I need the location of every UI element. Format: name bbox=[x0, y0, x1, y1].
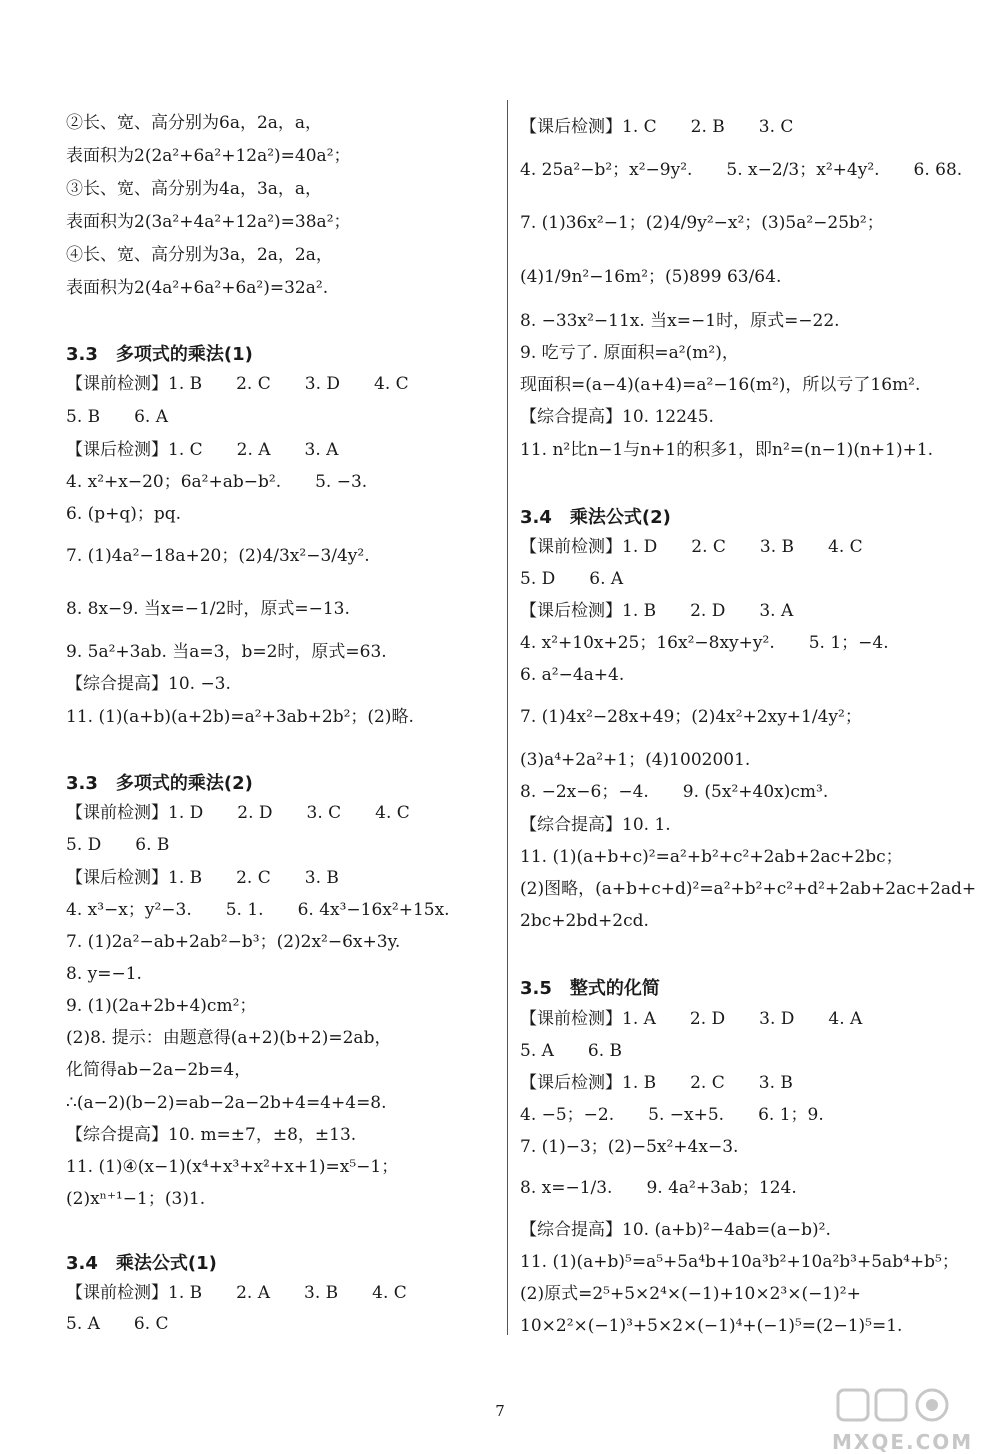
answer-line: 【课后检测】1. B 2. C 3. B bbox=[520, 1073, 793, 1093]
answer-line: 11. n²比n−1与n+1的积多1，即n²=(n−1)(n+1)+1. bbox=[520, 440, 934, 460]
answer-line: 【综合提高】10. (a+b)²−4ab=(a−b)². bbox=[520, 1220, 831, 1240]
answer-line: 【课后检测】1. C 2. A 3. A bbox=[66, 440, 339, 460]
watermark-logo-icon bbox=[832, 1386, 982, 1426]
answer-line: 6. a²−4a+4. bbox=[520, 665, 625, 685]
answer-line: 8. x=−1/3. 9. 4a²+3ab；124. bbox=[520, 1178, 797, 1198]
column-divider bbox=[507, 100, 508, 1335]
answer-line: ∴(a−2)(b−2)=ab−2a−2b+4=4+4=8. bbox=[66, 1093, 387, 1113]
answer-line: 8. −2x−6；−4. 9. (5x²+40x)cm³. bbox=[520, 782, 829, 802]
answer-line: 5. B 6. A bbox=[66, 407, 169, 427]
answer-line: 4. x³−x；y²−3. 5. 1. 6. 4x³−16x²+15x. bbox=[66, 900, 450, 920]
answer-line: 10×2²×(−1)³+5×2×(−1)⁴+(−1)⁵=(2−1)⁵=1. bbox=[520, 1316, 903, 1336]
answer-line: 11. (1)(a+b)(a+2b)=a²+3ab+2b²；(2)略. bbox=[66, 707, 414, 727]
answer-line: 表面积为2(3a²+4a²+12a²)=38a²； bbox=[66, 212, 351, 232]
section-title: 3.4 乘法公式(1) bbox=[66, 1253, 217, 1274]
answer-line: 【课后检测】1. B 2. D 3. A bbox=[520, 601, 794, 621]
answer-line: 5. A 6. C bbox=[66, 1314, 169, 1334]
answer-line: 7. (1)4x²−28x+49；(2)4x²+2xy+1/4y²； bbox=[520, 707, 862, 727]
section-title: 3.3 多项式的乘法(2) bbox=[66, 773, 253, 794]
answer-line: 11. (1)④(x−1)(x⁴+x³+x²+x+1)=x⁵−1； bbox=[66, 1157, 399, 1177]
answer-line: 11. (1)(a+b)⁵=a⁵+5a⁴b+10a³b²+10a²b³+5ab⁴+b⁵； bbox=[520, 1252, 959, 1272]
answer-line: 8. −33x²−11x. 当x=−1时，原式=−22. bbox=[520, 311, 840, 331]
answer-line: 9. (1)(2a+2b+4)cm²； bbox=[66, 996, 257, 1016]
answer-line: (2)原式=2⁵+5×2⁴×(−1)+10×2³×(−1)²+ bbox=[520, 1284, 861, 1304]
answer-line: 【综合提高】10. 1. bbox=[520, 815, 671, 835]
answer-line: 化简得ab−2a−2b=4， bbox=[66, 1060, 252, 1080]
answer-line: 9. 5a²+3ab. 当a=3，b=2时，原式=63. bbox=[66, 642, 387, 662]
answer-line: 【综合提高】10. 12245. bbox=[520, 407, 714, 427]
answer-line: 5. D 6. A bbox=[520, 569, 624, 589]
section-title: 3.4 乘法公式(2) bbox=[520, 507, 671, 528]
answer-line: 7. (1)2a²−ab+2ab²−b³；(2)2x²−6x+3y. bbox=[66, 932, 401, 952]
answer-line: 4. x²+10x+25；16x²−8xy+y². 5. 1；−4. bbox=[520, 633, 889, 653]
answer-line: 9. 吃亏了. 原面积=a²(m²)， bbox=[520, 343, 739, 363]
answer-line: 【课前检测】1. B 2. A 3. B 4. C bbox=[66, 1283, 407, 1303]
section-title: 3.5 整式的化简 bbox=[520, 978, 660, 999]
answer-line: 【课后检测】1. B 2. C 3. B bbox=[66, 868, 339, 888]
watermark-logo bbox=[832, 1386, 982, 1454]
answer-line: (2)图略，(a+b+c+d)²=a²+b²+c²+d²+2ab+2ac+2ad+ bbox=[520, 879, 977, 899]
answer-line: 4. 25a²−b²；x²−9y². 5. x−2/3；x²+4y². 6. 68. bbox=[520, 160, 963, 180]
answer-line: 现面积=(a−4)(a+4)=a²−16(m²)，所以亏了16m². bbox=[520, 375, 921, 395]
section-title: 3.3 多项式的乘法(1) bbox=[66, 344, 253, 365]
answer-line: 【课前检测】1. D 2. C 3. B 4. C bbox=[520, 537, 863, 557]
answer-line: 4. x²+x−20；6a²+ab−b². 5. −3. bbox=[66, 472, 368, 492]
answer-line: 11. (1)(a+b+c)²=a²+b²+c²+2ab+2ac+2bc； bbox=[520, 847, 903, 867]
answer-line: 【课前检测】1. D 2. D 3. C 4. C bbox=[66, 803, 410, 823]
answer-line: (4)1/9n²−16m²；(5)899 63/64. bbox=[520, 267, 782, 287]
answer-line: (2)8. 提示：由题意得(a+2)(b+2)=2ab， bbox=[66, 1028, 392, 1048]
watermark-text: MXQE.COM bbox=[832, 1430, 974, 1454]
answer-line: (3)a⁴+2a²+1；(4)1002001. bbox=[520, 750, 751, 770]
answer-line: ③长、宽、高分别为4a，3a，a， bbox=[66, 179, 323, 199]
answer-line: 5. D 6. B bbox=[66, 835, 170, 855]
answer-line: 7. (1)36x²−1；(2)4/9y²−x²；(3)5a²−25b²； bbox=[520, 213, 884, 233]
answer-line: 【课后检测】1. C 2. B 3. C bbox=[520, 117, 794, 137]
answer-line: ④长、宽、高分别为3a，2a，2a， bbox=[66, 245, 333, 265]
answer-line: ②长、宽、高分别为6a，2a，a， bbox=[66, 113, 323, 133]
answer-line: 2bc+2bd+2cd. bbox=[520, 911, 649, 931]
answer-line: 【综合提高】10. m=±7，±8，±13. bbox=[66, 1125, 357, 1145]
answer-line: 7. (1)4a²−18a+20；(2)4/3x²−3/4y². bbox=[66, 546, 370, 566]
page-number: 7 bbox=[495, 1402, 505, 1420]
answer-line: 7. (1)−3；(2)−5x²+4x−3. bbox=[520, 1137, 739, 1157]
answer-line: 【课前检测】1. B 2. C 3. D 4. C bbox=[66, 374, 409, 394]
answer-line: (2)xⁿ⁺¹−1；(3)1. bbox=[66, 1189, 206, 1209]
answer-line: 8. y=−1. bbox=[66, 964, 142, 984]
answer-line: 表面积为2(4a²+6a²+6a²)=32a². bbox=[66, 278, 329, 298]
answer-line: 【综合提高】10. −3. bbox=[66, 674, 231, 694]
answer-line: 表面积为2(2a²+6a²+12a²)=40a²； bbox=[66, 146, 351, 166]
answer-line: 6. (p+q)；pq. bbox=[66, 504, 182, 524]
answer-line: 5. A 6. B bbox=[520, 1041, 623, 1061]
answer-line: 【课前检测】1. A 2. D 3. D 4. A bbox=[520, 1009, 863, 1029]
answer-line: 4. −5；−2. 5. −x+5. 6. 1；9. bbox=[520, 1105, 824, 1125]
answer-line: 8. 8x−9. 当x=−1/2时，原式=−13. bbox=[66, 599, 350, 619]
